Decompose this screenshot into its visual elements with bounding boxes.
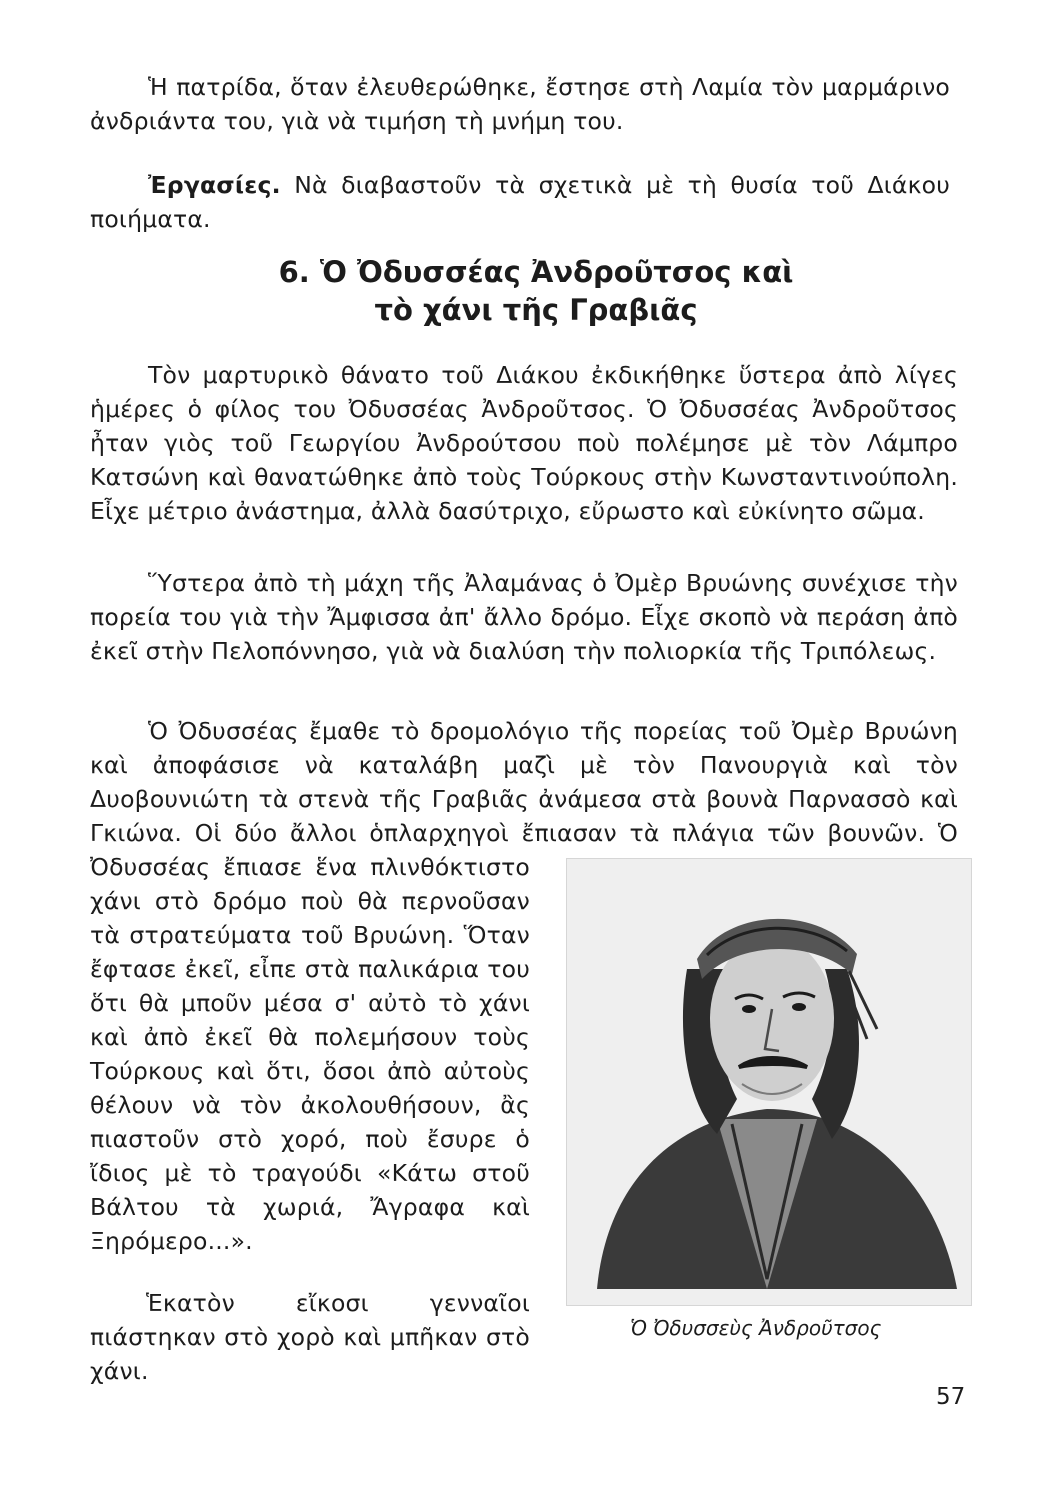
- chapter-title-line2: τὸ χάνι τῆς Γραβιᾶς: [374, 293, 698, 327]
- body-paragraph-4: Ἑκατὸν εἴκοσι γενναῖοι πιάστηκαν στὸ χορὸ καὶ μπῆκαν στὸ χάνι.: [90, 1289, 530, 1385]
- intro-paragraph: Ἡ πατρίδα, ὅταν ἐλευθερώθηκε, ἔστησε στὴ Λαμία τὸν μαρμάρινο ἀνδριάντα του, γιὰ νὰ τιμήση τὴ μνήμη του.: [90, 73, 950, 135]
- chapter-title-line1: 6. Ὁ Ὀδυσσέας Ἀνδροῦτσος καὶ: [278, 255, 794, 289]
- tasks-text: Νὰ διαβαστοῦν τὰ σχετικὰ μὲ τὴ θυσία τοῦ Διάκου ποιήματα.: [90, 171, 950, 233]
- tasks-label: Ἐργασίες.: [148, 171, 281, 199]
- portrait-caption: Ὁ Ὀδυσσεὺς Ἀνδροῦτσος: [630, 1316, 882, 1340]
- body-paragraph-3: Ὁ Ὀδυσσέας ἔμαθε τὸ δρομολόγιο τῆς πορείας τοῦ Ὀμὲρ Βρυώνη καὶ ἀποφάσισε νὰ καταλάβη μαζὶ μὲ τὸν Πανουργιὰ καὶ τὸν Δυοβουνιώτη τὰ στενὰ τῆς Γραβιᾶς ἀνάμεσα στὰ βουνὰ Παρνασσὸ καὶ Γκιώνα. Οἱ δύο ἄλλοι ὁπλαρχηγοὶ ἔπιασαν τὰ πλάγια τῶν βουνῶν. Ὁ: [90, 717, 958, 847]
- tasks-paragraph: [90, 168, 950, 236]
- page-number: 57: [936, 1384, 966, 1410]
- body-paragraph-1: Τὸν μαρτυρικὸ θάνατο τοῦ Διάκου ἐκδικήθηκε ὕστερα ἀπὸ λίγες ἡμέρες ὁ φίλος του Ὀδυσσέας Ἀνδροῦτσος. Ὁ Ὀδυσσέας Ἀνδροῦτσος ἦταν γιὸς τοῦ Γεωργίου Ἀνδρούτσου ποὺ πολέμησε μὲ τὸν Λάμπρο Κατσώνη καὶ θανατώθηκε ἀπὸ τοὺς Τούρκους στὴν Κωνσταντινούπολη. Εἶχε μέτριο ἀνάστημα, ἀλλὰ δασύτριχο, εὔρωστο καὶ εὐκίνητο σῶμα.: [90, 361, 958, 525]
- body-paragraph-2: Ὕστερα ἀπὸ τὴ μάχη τῆς Ἀλαμάνας ὁ Ὀμὲρ Βρυώνης συνέχισε τὴν πορεία του γιὰ τὴν Ἄμφισσα ἀπ' ἄλλο δρόμο. Εἶχε σκοπὸ νὰ περάση ἀπὸ ἐκεῖ στὴν Πελοπόννησο, γιὰ νὰ διαλύση τὴν πολιορκία τῆς Τριπόλεως.: [90, 569, 958, 665]
- body-paragraph-3-continued: Ὀδυσσέας ἔπιασε ἕνα πλινθόκτιστο χάνι στὸ δρόμο ποὺ θὰ περνοῦσαν τὰ στρατεύματα τοῦ Βρυώνη. Ὅταν ἔφτασε ἐκεῖ, εἶπε στὰ παλικάρια του ὅτι θὰ μποῦν μέσα σ' αὐτὸ τὸ χάνι καὶ ἀπὸ ἐκεῖ θὰ πολεμήσουν τοὺς Τούρκους καὶ ὅτι, ὅσοι ἀπὸ αὐτοὺς θέλουν νὰ τὸν ἀκολουθήσουν, ἂς πιαστοῦν στὸ χορό, ποὺ ἔσυρε ὁ ἴδιος μὲ τὸ τραγούδι «Κάτω στοῦ Βάλτου τὰ χωριά, Ἄγραφα καὶ Ξηρόμερο...».: [90, 853, 530, 1255]
- portrait-image: [566, 858, 972, 1306]
